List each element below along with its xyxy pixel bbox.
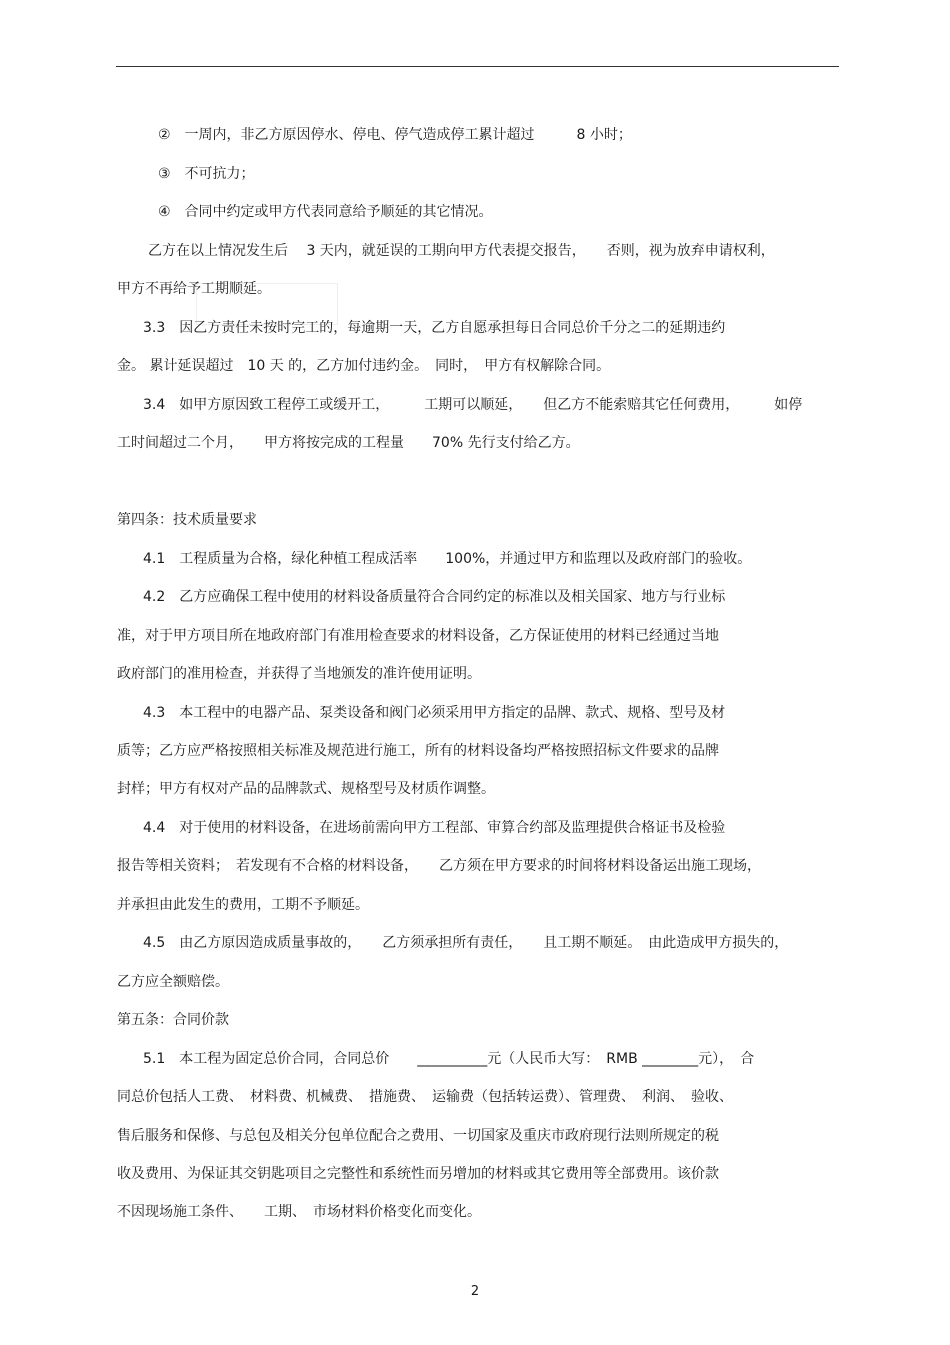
text-line: 准，对于甲方项目所在地政府部门有准用检查要求的材料设备，乙方保证使用的材料已经通过当地 — [117, 628, 719, 644]
text-line: 同总价包括人工费、 材料费、机械费、 措施费、 运输费（包括转运费）、管理费、 利润、 验收、 — [117, 1089, 733, 1105]
text-line: 工时间超过二个月， 甲方将按完成的工程量 70% 先行支付给乙方。 — [117, 435, 580, 451]
text-line: 乙方应全额赔偿。 — [117, 974, 229, 990]
text-line: 4.3 本工程中的电器产品、泵类设备和阀门必须采用甲方指定的品牌、款式、规格、型号及材 — [143, 705, 726, 721]
text-line: 5.1 本工程为固定总价合同，合同总价 __________元（人民币大写： RMB ________元）， 合 — [143, 1051, 755, 1067]
text-line: 封样；甲方有权对产品的品牌款式、规格型号及材质作调整。 — [117, 781, 495, 797]
text-line: 4.5 由乙方原因造成质量事故的， 乙方须承担所有责任， 且工期不顺延。 由此造成甲方损失的， — [143, 935, 789, 951]
text-line: 第五条：合同价款 — [117, 1012, 229, 1028]
text-line: ③ 不可抗力； — [158, 166, 255, 182]
text-line: 第四条：技术质量要求 — [117, 512, 257, 528]
text-line: 并承担由此发生的费用，工期不予顺延。 — [117, 897, 369, 913]
text-line: 售后服务和保修、与总包及相关分包单位配合之费用、一切国家及重庆市政府现行法则所规定的税 — [117, 1128, 719, 1144]
text-line: 4.4 对于使用的材料设备，在进场前需向甲方工程部、审算合约部及监理提供合格证书及检验 — [143, 820, 726, 836]
text-line: 金。 累计延误超过 10 天 的，乙方加付违约金。 同时， 甲方有权解除合同。 — [117, 358, 611, 374]
text-line: 乙方在以上情况发生后 3 天内，就延误的工期向甲方代表提交报告， 否则，视为放弃申请权利， — [148, 243, 775, 259]
text-line: 报告等相关资料； 若发现有不合格的材料设备， 乙方须在甲方要求的时间将材料设备运出施工现场， — [117, 858, 761, 874]
text-line: 质等；乙方应严格按照相关标准及规范进行施工，所有的材料设备均严格按照招标文件要求的品牌 — [117, 743, 719, 759]
text-line: 4.1 工程质量为合格，绿化种植工程成活率 100%，并通过甲方和监理以及政府部门的验收。 — [143, 551, 752, 567]
text-line: 政府部门的准用检查，并获得了当地颁发的准许使用证明。 — [117, 666, 481, 682]
text-line: 不因现场施工条件、 工期、 市场材料价格变化而变化。 — [117, 1204, 481, 1220]
page-number: 2 — [470, 1284, 480, 1299]
text-line: 甲方不再给予工期顺延。 — [117, 281, 271, 297]
text-line: 4.2 乙方应确保工程中使用的材料设备质量符合合同约定的标准以及相关国家、地方与行业标 — [143, 589, 726, 605]
text-line: 3.3 因乙方责任未按时完工的，每逾期一天，乙方自愿承担每日合同总价千分之二的延期违约 — [143, 320, 726, 336]
text-line: ④ 合同中约定或甲方代表同意给予顺延的其它情况。 — [158, 204, 493, 220]
text-line: 3.4 如甲方原因致工程停工或缓开工， 工期可以顺延， 但乙方不能索赔其它任何费用， 如停 — [143, 397, 803, 413]
text-line: ② 一周内，非乙方原因停水、停电、停气造成停工累计超过 8 小时； — [158, 127, 632, 143]
header-rule — [116, 66, 839, 67]
text-line: 收及费用、为保证其交钥匙项目之完整性和系统性而另增加的材料或其它费用等全部费用。该价款 — [117, 1166, 719, 1182]
